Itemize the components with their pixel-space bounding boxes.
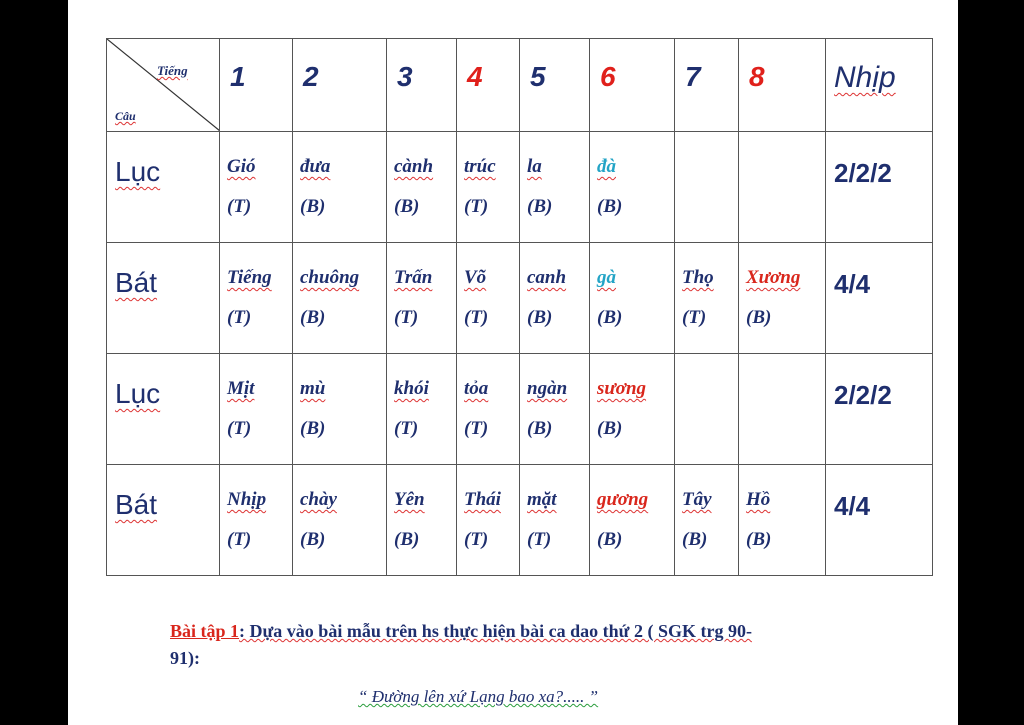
exercise-text-line2: 91): xyxy=(170,648,200,668)
nhip-value: 2/2/2 xyxy=(834,158,892,188)
table-cell xyxy=(590,132,675,243)
table-cell xyxy=(457,465,520,576)
table-cell-empty xyxy=(739,354,826,465)
nhip-value: 2/2/2 xyxy=(834,380,892,410)
column-header-3 xyxy=(387,39,457,132)
column-number: 7 xyxy=(685,61,701,92)
table-cell-empty xyxy=(739,132,826,243)
tone-mark: (B) xyxy=(300,529,326,550)
nhip-cell xyxy=(826,243,933,354)
syllable: Yên xyxy=(394,489,425,510)
table-cell xyxy=(220,243,293,354)
tone-mark: (B) xyxy=(394,529,420,550)
column-number: 2 xyxy=(303,61,319,92)
tone-mark: (B) xyxy=(597,196,623,217)
tone-mark: (T) xyxy=(464,418,489,439)
column-number: 6 xyxy=(600,61,616,92)
prosody-table xyxy=(106,38,933,576)
table-row xyxy=(107,132,933,243)
tone-mark: (B) xyxy=(300,307,326,328)
tone-mark: (B) xyxy=(597,529,623,550)
syllable: Tây xyxy=(682,489,712,510)
nhip-cell xyxy=(826,465,933,576)
table-cell xyxy=(220,132,293,243)
table-cell xyxy=(739,243,826,354)
row-label-cell xyxy=(107,465,220,576)
column-number: 1 xyxy=(230,61,246,92)
tone-mark: (B) xyxy=(597,307,623,328)
table-cell xyxy=(293,465,387,576)
syllable: Tiếng xyxy=(227,267,272,288)
syllable: mù xyxy=(300,378,326,399)
tone-mark: (T) xyxy=(227,418,252,439)
nhip-value: 4/4 xyxy=(834,269,871,299)
tone-mark: (T) xyxy=(527,529,552,550)
syllable: Nhịp xyxy=(227,489,267,510)
table-cell-empty xyxy=(675,132,739,243)
syllable: trúc xyxy=(464,156,496,177)
column-header-nhip xyxy=(826,39,933,132)
table-cell xyxy=(520,132,590,243)
tone-mark: (B) xyxy=(300,418,326,439)
syllable: mặt xyxy=(527,489,557,510)
row-label: Bát xyxy=(115,267,158,298)
table-cell xyxy=(387,243,457,354)
tone-mark: (T) xyxy=(682,307,707,328)
table-cell xyxy=(387,354,457,465)
tone-mark: (B) xyxy=(527,418,553,439)
syllable: Hồ xyxy=(746,489,771,510)
row-label-cell xyxy=(107,132,220,243)
column-header-8 xyxy=(739,39,826,132)
table-cell xyxy=(387,132,457,243)
table-cell xyxy=(220,354,293,465)
column-header-5 xyxy=(520,39,590,132)
syllable: gương xyxy=(597,489,649,510)
exercise-text-line1: : Dựa vào bài mẫu trên hs thực hiện bài ca dao thứ 2 ( SGK trg 90- xyxy=(239,621,752,641)
table-cell xyxy=(293,243,387,354)
document-page xyxy=(68,0,958,725)
exercise-instruction xyxy=(170,618,870,672)
tone-mark: (B) xyxy=(527,307,553,328)
tone-mark: (B) xyxy=(300,196,326,217)
tone-mark: (B) xyxy=(682,529,708,550)
nhip-cell xyxy=(826,132,933,243)
tone-mark: (B) xyxy=(394,196,420,217)
table-cell xyxy=(220,465,293,576)
column-header-7 xyxy=(675,39,739,132)
syllable: đưa xyxy=(300,156,331,177)
tone-mark: (B) xyxy=(746,307,772,328)
table-cell xyxy=(457,243,520,354)
syllable: Trấn xyxy=(394,267,433,288)
table-cell xyxy=(293,132,387,243)
table-cell xyxy=(520,354,590,465)
column-header-2 xyxy=(293,39,387,132)
nhip-value: 4/4 xyxy=(834,491,871,521)
syllable: khói xyxy=(394,378,429,399)
syllable: la xyxy=(527,156,542,177)
row-label: Lục xyxy=(115,156,161,187)
column-header-4 xyxy=(457,39,520,132)
table-cell xyxy=(387,465,457,576)
tone-mark: (T) xyxy=(227,529,252,550)
syllable: Thọ xyxy=(682,267,714,288)
syllable: Mịt xyxy=(227,378,255,399)
syllable: chày xyxy=(300,489,337,510)
tone-mark: (B) xyxy=(527,196,553,217)
column-number: 4 xyxy=(467,61,483,92)
table-cell-empty xyxy=(675,354,739,465)
syllable: gà xyxy=(597,267,616,288)
row-label-cell xyxy=(107,243,220,354)
tone-mark: (T) xyxy=(464,307,489,328)
nhip-cell xyxy=(826,354,933,465)
syllable: chuông xyxy=(300,267,360,288)
column-header-6 xyxy=(590,39,675,132)
row-label: Bát xyxy=(115,489,158,520)
column-number: 5 xyxy=(530,61,546,92)
corner-label-tieng: Tiếng xyxy=(157,63,188,78)
syllable: ngàn xyxy=(527,378,568,399)
syllable: Võ xyxy=(464,267,487,288)
tone-mark: (B) xyxy=(597,418,623,439)
syllable: đà xyxy=(597,156,616,177)
tone-mark: (T) xyxy=(464,529,489,550)
poem-quote: “ Đường lên xứ Lạng bao xa?..... ” xyxy=(358,687,599,706)
tone-mark: (B) xyxy=(746,529,772,550)
tone-mark: (T) xyxy=(227,196,252,217)
nhip-header: Nhịp xyxy=(834,61,896,94)
table-cell xyxy=(457,354,520,465)
table-cell xyxy=(590,354,675,465)
tone-mark: (T) xyxy=(227,307,252,328)
table-row xyxy=(107,354,933,465)
tone-mark: (T) xyxy=(394,418,419,439)
corner-label-cau: Câu xyxy=(115,109,136,123)
table-cell xyxy=(457,132,520,243)
row-label-cell xyxy=(107,354,220,465)
tone-mark: (T) xyxy=(394,307,419,328)
table-cell xyxy=(293,354,387,465)
table-cell xyxy=(520,243,590,354)
table-cell xyxy=(590,243,675,354)
column-number: 3 xyxy=(397,61,413,92)
syllable: tỏa xyxy=(464,378,489,399)
table-cell xyxy=(739,465,826,576)
syllable: Gió xyxy=(227,156,256,177)
column-number: 8 xyxy=(749,61,765,92)
table-cell xyxy=(675,465,739,576)
syllable: Thái xyxy=(464,489,501,510)
tone-mark: (T) xyxy=(464,196,489,217)
header-row xyxy=(107,39,933,132)
table-cell xyxy=(520,465,590,576)
corner-header-cell xyxy=(107,39,220,132)
syllable: sương xyxy=(597,378,647,399)
column-header-1 xyxy=(220,39,293,132)
syllable: cành xyxy=(394,156,434,177)
table-row xyxy=(107,465,933,576)
table-cell xyxy=(590,465,675,576)
table-row xyxy=(107,243,933,354)
table-cell xyxy=(675,243,739,354)
row-label: Lục xyxy=(115,378,161,409)
syllable: Xương xyxy=(746,267,801,288)
syllable: canh xyxy=(527,267,567,288)
exercise-label: Bài tập 1 xyxy=(170,621,240,641)
